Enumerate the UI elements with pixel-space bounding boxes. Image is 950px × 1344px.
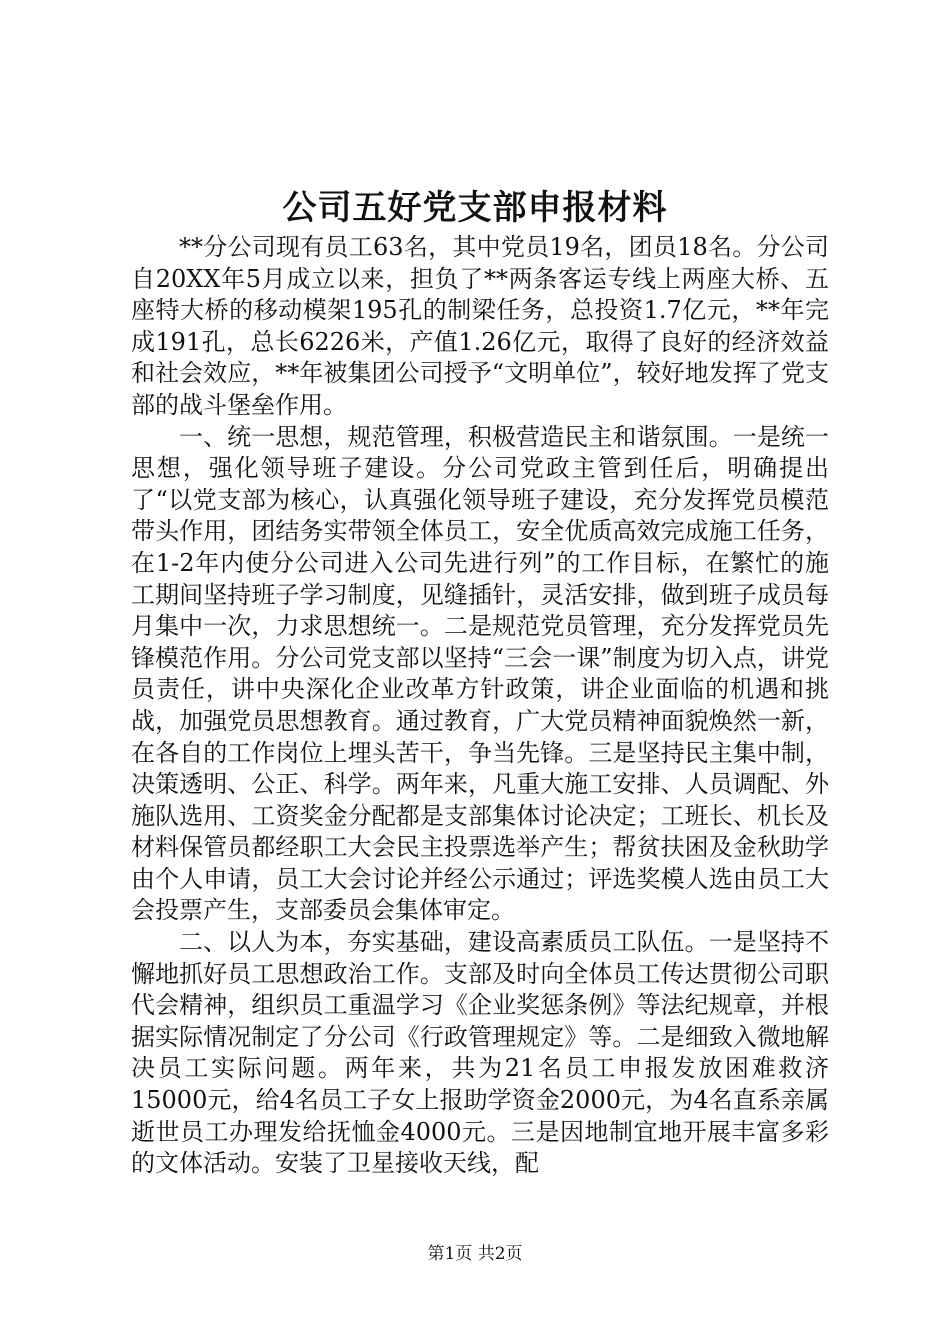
paragraph-intro: **分公司现有员工63名，其中党员19名，团员18名。分公司自20XX年5月成立以来，担负了**两条客运专线上两座大桥、五座特大桥的移动模架195孔的制梁任务，总投资1.7亿元，**年完成191孔，总长6226米，产值1.26亿元，取得了良好的经济效益和社会效应，**年被集团公司授予“文明单位”，较好地发挥了党支部的战斗堡垒作用。 (131, 233, 829, 419)
document-body (131, 232, 829, 1180)
paragraph-section-one: 一、统一思想，规范管理，积极营造民主和谐氛围。一是统一思想，强化领导班子建设。分公司党政主管到任后，明确提出了“以党支部为核心，认真强化领导班子建设，充分发挥党员模范带头作用，团结务实带领全体员工，安全优质高效完成施工任务，在1-2年内使分公司进入公司先进行列”的工作目标，在繁忙的施工期间坚持班子学习制度，见缝插针，灵活安排，做到班子成员每月集中一次，力求思想统一。二是规范党员管理，充分发挥党员先锋模范作用。分公司党支部以坚持“三会一课”制度为切入点，讲党员责任，讲中央深化企业改革方针政策，讲企业面临的机遇和挑战，加强党员思想教育。通过教育，广大党员精神面貌焕然一新，在各自的工作岗位上埋头苦干，争当先锋。三是坚持民主集中制，决策透明、公正、科学。两年来，凡重大施工安排、人员调配、外施队选用、工资奖金分配都是支部集体讨论决定；工班长、机长及材料保管员都经职工大会民主投票选举产生；帮贫扶困及金秋助学由个人申请，员工大会讨论并经公示通过；评选奖模人选由员工大会投票产生，支部委员会集体审定。 (131, 422, 829, 925)
paragraph-section-two: 二、以人为本，夯实基础，建设高素质员工队伍。一是坚持不懈地抓好员工思想政治工作。支部及时向全体员工传达贯彻公司职代会精神，组织员工重温学习《企业奖惩条例》等法纪规章，并根据实际情况制定了分公司《行政管理规定》等。二是细致入微地解决员工实际问题。两年来，共为21名员工申报发放困难救济15000元，给4名员工子女上报助学资金2000元，为4名直系亲属逝世员工办理发给抚恤金4000元。三是因地制宜地开展丰富多彩的文体活动。安装了卫星接收天线，配 (131, 928, 829, 1178)
page-footer: 第1页 共2页 (427, 1244, 523, 1264)
document-title: 公司五好党支部申报材料 (282, 188, 668, 228)
